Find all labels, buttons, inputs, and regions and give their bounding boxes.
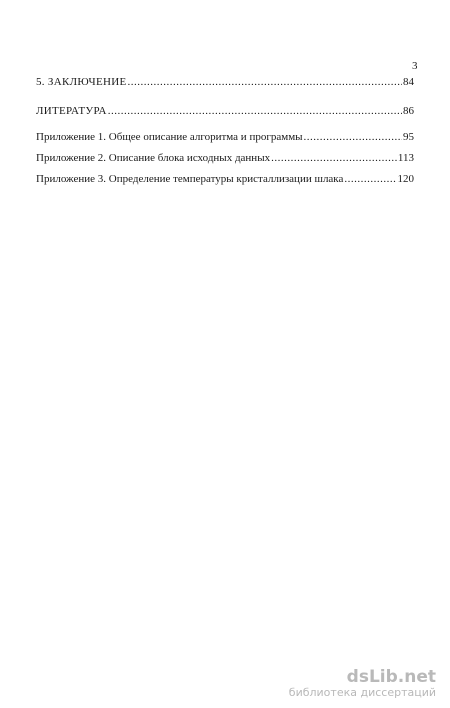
page-number: 3 <box>412 60 418 72</box>
toc-dot-leader <box>271 152 397 165</box>
toc-entry-title: Приложение 3. Определение температуры кристаллизации шлака <box>36 173 344 185</box>
toc-entry-page: 120 <box>397 173 414 185</box>
toc-entry-title: 5. ЗАКЛЮЧЕНИЕ <box>36 76 127 88</box>
toc-entry-title: Приложение 2. Описание блока исходных данных <box>36 152 271 164</box>
toc-entry-page: 113 <box>397 152 414 164</box>
toc-entry-appendix-2 <box>36 152 414 165</box>
toc-dot-leader <box>128 76 402 89</box>
toc-entry-conclusion <box>36 76 414 89</box>
toc-entry-page: 86 <box>403 105 414 117</box>
toc-dot-leader <box>304 131 402 144</box>
watermark-logo: dsLib.net <box>346 667 436 687</box>
toc-entry-title: ЛИТЕРАТУРА <box>36 105 107 117</box>
toc-entry-appendix-3 <box>36 173 414 186</box>
watermark-tagline: библиотека диссертаций <box>288 686 436 699</box>
toc-dot-leader <box>344 173 396 186</box>
table-of-contents <box>36 76 414 186</box>
toc-entry-title: Приложение 1. Общее описание алгоритма и программы <box>36 131 303 143</box>
toc-entry-appendix-1 <box>36 131 414 144</box>
watermark <box>289 668 436 700</box>
toc-entry-page: 95 <box>403 131 414 143</box>
toc-dot-leader <box>108 105 402 118</box>
toc-entry-page: 84 <box>403 76 414 88</box>
toc-entry-literature <box>36 105 414 118</box>
